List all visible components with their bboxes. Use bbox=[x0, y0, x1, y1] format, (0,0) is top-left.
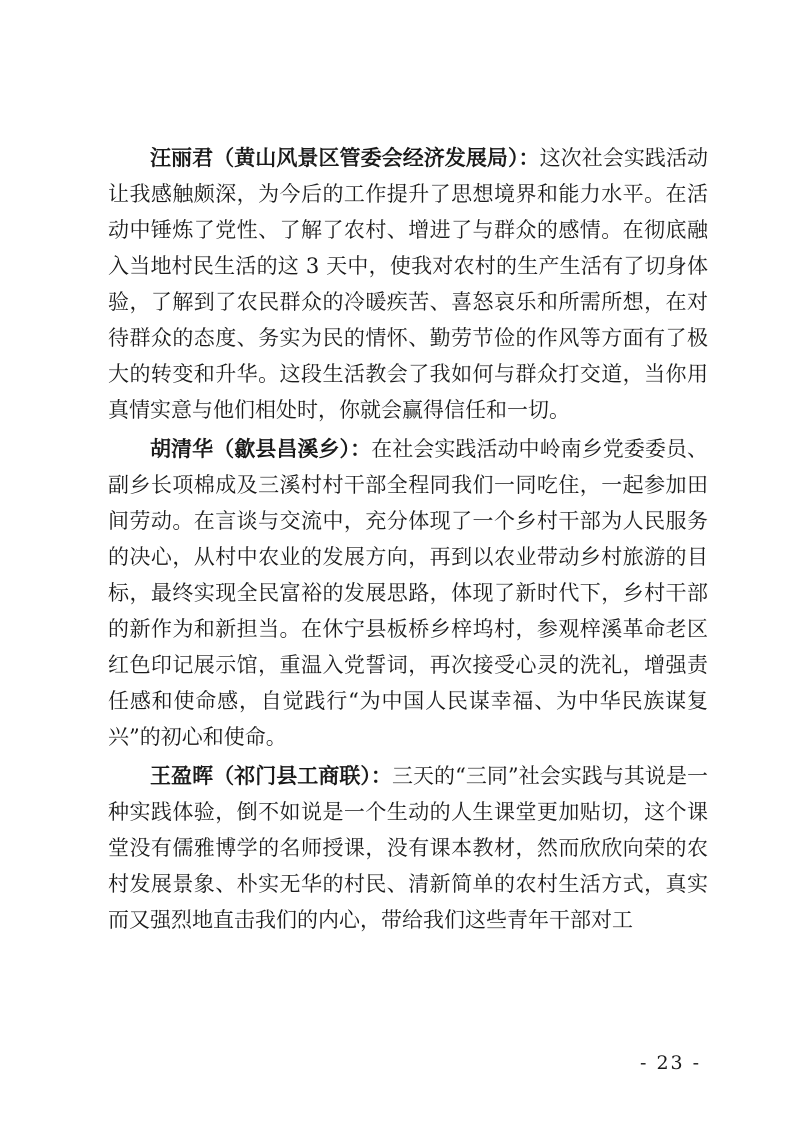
speaker-name: 汪丽君（黄山风景区管委会经济发展局）： bbox=[150, 146, 540, 170]
body-text bbox=[108, 140, 708, 938]
page-number: - 23 - bbox=[640, 1052, 702, 1074]
paragraph-wang-lijun bbox=[108, 140, 708, 428]
paragraph-text: 三天的“三同”社会实践与其说是一种实践体验，倒不如说是一个生动的人生课堂更加贴切，这个课堂没有儒雅博学的名师授课，没有课本教材，然而欣欣向荣的农村发展景象、朴实无华的村民、清新简单的农村生活方式，真实而又强烈地直击我们的内心，带给我们这些青年干部对工 bbox=[108, 764, 708, 932]
paragraph-hu-qinghua bbox=[108, 431, 708, 755]
speaker-name: 胡清华（歙县昌溪乡）： bbox=[150, 437, 372, 461]
paragraph-text: 在社会实践活动中岭南乡党委委员、副乡长项棉成及三溪村村干部全程同我们一同吃住，一起参加田间劳动。在言谈与交流中，充分体现了一个乡村干部为人民服务的决心，从村中农业的发展方向，再到以农业带动乡村旅游的目标，最终实现全民富裕的发展思路，体现了新时代下，乡村干部的新作为和新担当。在休宁县板桥乡梓坞村，参观梓溪革命老区红色印记展示馆，重温入党誓词，再次接受心灵的洗礼，增强责任感和使命感，自觉践行“为中国人民谋幸福、为中华民族谋复兴”的初心和使命。 bbox=[108, 437, 709, 749]
paragraph-wang-yinghui bbox=[108, 758, 708, 938]
speaker-name: 王盈晖（祁门县工商联）： bbox=[150, 764, 392, 788]
paragraph-text: 这次社会实践活动让我感触颇深，为今后的工作提升了思想境界和能力水平。在活动中锤炼了党性、了解了农村、增进了与群众的感情。在彻底融入当地村民生活的这 3 天中，使我对农村的生产生活有了切身体验，了解到了农民群众的冷暖疾苦、喜怒哀乐和所需所想，在对待群众的态度、务实为民的情怀、勤劳节俭的作风等方面有了极大的转变和升华。这段生活教会了我如何与群众打交道，当你用真情实意与他们相处时，你就会赢得信任和一切。 bbox=[108, 146, 709, 422]
